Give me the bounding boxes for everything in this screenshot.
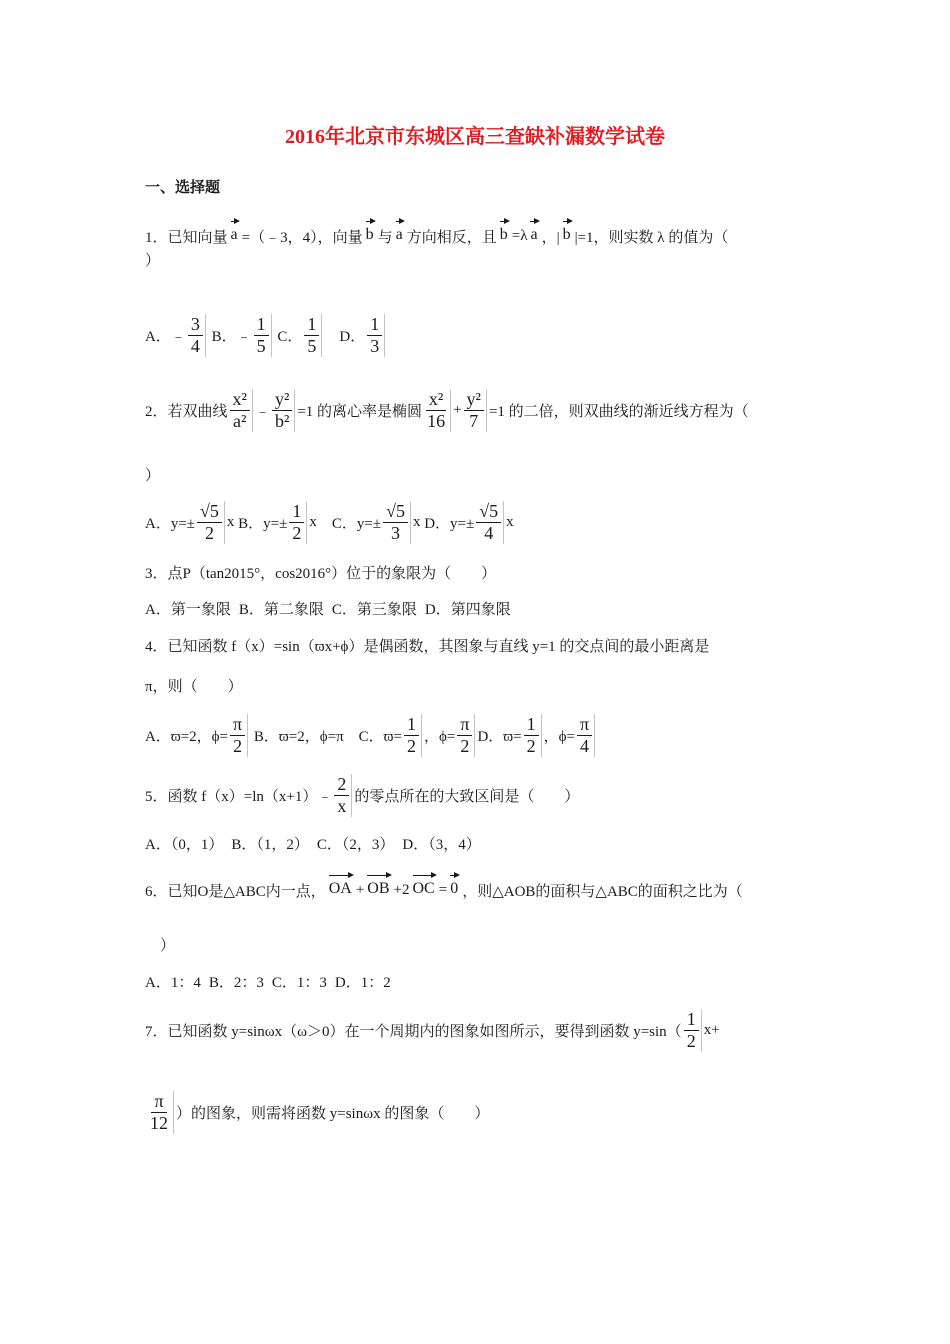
fraction-numerator: 1 — [289, 501, 304, 523]
fraction-denominator: 4 — [484, 522, 494, 543]
fraction-denominator: 2 — [233, 735, 243, 756]
q2-text: =1 的离心率是椭圆 — [297, 403, 423, 420]
q2-text: 2．若双曲线 — [145, 403, 228, 420]
q7-text: 7．已知函数 y=sinωx（ω＞0）在一个周期内的图象如图所示，要得到函数 y=sin（ — [145, 1023, 682, 1040]
q2-option-a-label: A．y=± — [145, 515, 196, 532]
q2-text: ﹣ — [254, 403, 270, 420]
fraction-denominator: 2 — [686, 1030, 696, 1051]
fraction-numerator: x² — [230, 389, 250, 411]
q4-text: π，则（ ） — [145, 678, 243, 695]
fraction-denominator: 2 — [292, 522, 302, 543]
q1-vector: a — [394, 218, 406, 243]
fraction-numerator: 1 — [367, 314, 382, 336]
question-1-stem — [145, 206, 728, 266]
fraction-denominator: 2 — [460, 735, 470, 756]
fraction-denominator: 2 — [526, 735, 536, 756]
q1-text: 1．已知向量 — [145, 229, 228, 246]
q5-option-d: D．（3，4） — [402, 836, 481, 853]
q1-text: |=1，则实数 λ 的值为（ — [574, 229, 729, 246]
q2-option-d-label: D．y=± — [420, 515, 475, 532]
q1-text: ，| — [541, 229, 560, 246]
q1-text: =λ — [511, 227, 528, 244]
q6-text: + — [355, 881, 365, 898]
q2-option-c-fraction — [383, 501, 411, 544]
exam-title: 2016年北京市东城区高三查缺补漏数学试卷 — [285, 126, 665, 148]
q6-text: ，则△AOB的面积与△ABC的面积之比为（ — [462, 883, 743, 900]
q3-option-b: B．第二象限 — [238, 601, 324, 618]
fraction-denominator: 2 — [407, 735, 416, 756]
q2-option-c-label: C．y=± — [316, 515, 382, 532]
q5-fraction — [334, 774, 352, 817]
fraction-numerator: π — [457, 714, 472, 736]
fraction-denominator: 3 — [370, 335, 380, 356]
q1-vector: b — [364, 218, 377, 243]
fraction-denominator: 2 — [204, 522, 214, 543]
q2-fraction — [424, 389, 451, 432]
fraction-numerator: √5 — [383, 501, 408, 523]
q7-text: ）的图象，则需将函数 y=sinωx 的图象（ ） — [176, 1105, 490, 1122]
fraction-denominator: 3 — [391, 522, 401, 543]
q6-vector: OC — [411, 872, 438, 897]
fraction-denominator: 5 — [256, 335, 266, 356]
q1-text: 方向相反，且 — [406, 229, 497, 246]
fraction-denominator: a² — [233, 410, 247, 431]
q6-vector: 0 — [448, 872, 461, 897]
fraction-numerator: y² — [464, 389, 484, 411]
q5-option-a: A．（0，1） — [145, 836, 224, 853]
question-6-stem — [145, 860, 743, 920]
q2-fraction — [464, 389, 487, 432]
q6-text: +2 — [393, 881, 410, 898]
question-1-options — [145, 305, 387, 365]
q2-option-b-label: B．y=± — [234, 515, 288, 532]
fraction-denominator: 5 — [307, 335, 317, 356]
question-4-options — [145, 705, 597, 765]
fraction-numerator: y² — [272, 389, 292, 411]
q4-option-b: B．ϖ=2，ϕ=π — [250, 728, 359, 745]
q1-option-b-label: B．﹣ — [207, 328, 252, 345]
q1-option-d-fraction — [367, 314, 385, 357]
q2-fraction — [272, 389, 295, 432]
q3-option-a: A．第一象限 — [145, 601, 231, 618]
q7-text: x+ — [703, 1021, 720, 1038]
q4-option-a-label: A．ϖ=2，ϕ= — [145, 728, 229, 745]
q3-option-c: C．第三象限 — [331, 601, 417, 618]
fraction-numerator: x² — [426, 389, 446, 411]
question-2-stem — [145, 380, 749, 440]
q1-vector: b — [561, 218, 574, 243]
fraction-denominator: 4 — [190, 335, 200, 356]
q4-option-a-fraction — [230, 714, 248, 757]
q6-option-a: A．1：4 — [145, 974, 201, 991]
q2-fraction — [230, 389, 253, 432]
q3-option-d: D．第四象限 — [424, 601, 511, 618]
q3-text: 3．点P（tan2015°，cos2016°）位于的象限为（ ） — [145, 565, 497, 582]
fraction-numerator: 1 — [254, 314, 269, 336]
q1-option-d-label: D． — [324, 328, 366, 345]
fraction-denominator: b² — [274, 410, 290, 431]
q6-text: = — [438, 881, 448, 898]
fraction-numerator: √5 — [476, 501, 501, 523]
q4-option-d-fraction — [524, 714, 542, 757]
q5-option-c: C．（2，3） — [316, 836, 395, 853]
q1-option-b-fraction — [254, 314, 272, 357]
fraction-numerator: 2 — [334, 774, 349, 796]
section-heading-text: 一、选择题 — [145, 179, 221, 196]
q1-text: 与 — [377, 229, 393, 246]
q4-text: 4．已知函数 f（x）=sin（ϖx+ϕ）是偶函数，其图象与直线 y=1 的交点间的最小距离是 — [145, 638, 710, 655]
q6-option-d: D．1：2 — [334, 974, 391, 991]
q4-option-c-fraction — [404, 714, 422, 757]
q1-vector: a — [229, 218, 241, 243]
question-7-stem-continued — [145, 1082, 489, 1142]
fraction-numerator: √5 — [197, 501, 222, 523]
q4-option-d-label: D．ϖ= — [477, 728, 522, 745]
q4-option-c-fraction — [457, 714, 475, 757]
fraction-denominator: 16 — [427, 410, 446, 431]
q1-vector: a — [528, 218, 540, 243]
fraction-numerator: π — [151, 1091, 166, 1113]
q6-close-paren: ） — [160, 937, 176, 954]
fraction-numerator: π — [230, 714, 245, 736]
q4-option-d-mid: ，ϕ= — [543, 728, 575, 745]
fraction-numerator: π — [577, 714, 592, 736]
fraction-denominator: x — [337, 795, 347, 816]
q5-text: 的零点所在的大致区间是（ ） — [354, 788, 580, 805]
q7-fraction — [684, 1009, 702, 1052]
q6-option-b: B．2：3 — [208, 974, 264, 991]
question-1-close — [145, 229, 160, 289]
fraction-numerator: 1 — [404, 714, 419, 736]
q6-vector: OA — [327, 872, 355, 897]
q2-option-a-tail: x — [226, 513, 235, 530]
q4-option-c-mid: ，ϕ= — [424, 728, 456, 745]
q2-option-d-fraction — [476, 501, 504, 544]
q2-option-a-fraction — [197, 501, 225, 544]
q6-text: 6．已知O是△ABC内一点， — [145, 883, 326, 900]
q1-option-a-label: A．﹣ — [145, 328, 186, 345]
fraction-numerator: 1 — [524, 714, 539, 736]
q2-option-b-fraction — [289, 501, 307, 544]
q2-text: =1 的二倍，则双曲线的渐近线方程为（ — [488, 403, 749, 420]
q2-text: + — [453, 401, 462, 418]
q4-option-c-label: C．ϖ= — [358, 728, 402, 745]
q1-vector: b — [498, 218, 511, 243]
question-7-stem — [145, 1000, 720, 1060]
fraction-denominator: 4 — [580, 735, 590, 756]
q1-text: =（﹣3，4），向量 — [241, 229, 363, 246]
fraction-numerator: 1 — [684, 1009, 699, 1031]
q5-option-b: B．（1，2） — [231, 836, 309, 853]
q4-option-d-fraction — [577, 714, 595, 757]
fraction-denominator: 12 — [150, 1112, 168, 1133]
q7-fraction — [147, 1091, 174, 1134]
fraction-denominator: 7 — [469, 410, 479, 431]
q2-option-d-tail: x — [506, 513, 514, 530]
q1-option-c-fraction — [304, 314, 322, 357]
q1-option-a-fraction — [188, 314, 206, 357]
q1-close-paren: ） — [145, 252, 161, 269]
q6-vector: OB — [365, 872, 392, 897]
fraction-numerator: 3 — [188, 314, 203, 336]
q5-text: 5．函数 f（x）=ln（x+1）﹣ — [145, 788, 333, 805]
fraction-numerator: 1 — [304, 314, 319, 336]
q2-option-c-tail: x — [412, 513, 421, 530]
q2-close-paren: ） — [145, 467, 161, 484]
q1-option-c-label: C． — [273, 328, 303, 345]
q2-option-b-tail: x — [309, 513, 317, 530]
q6-option-c: C．1：3 — [271, 974, 327, 991]
